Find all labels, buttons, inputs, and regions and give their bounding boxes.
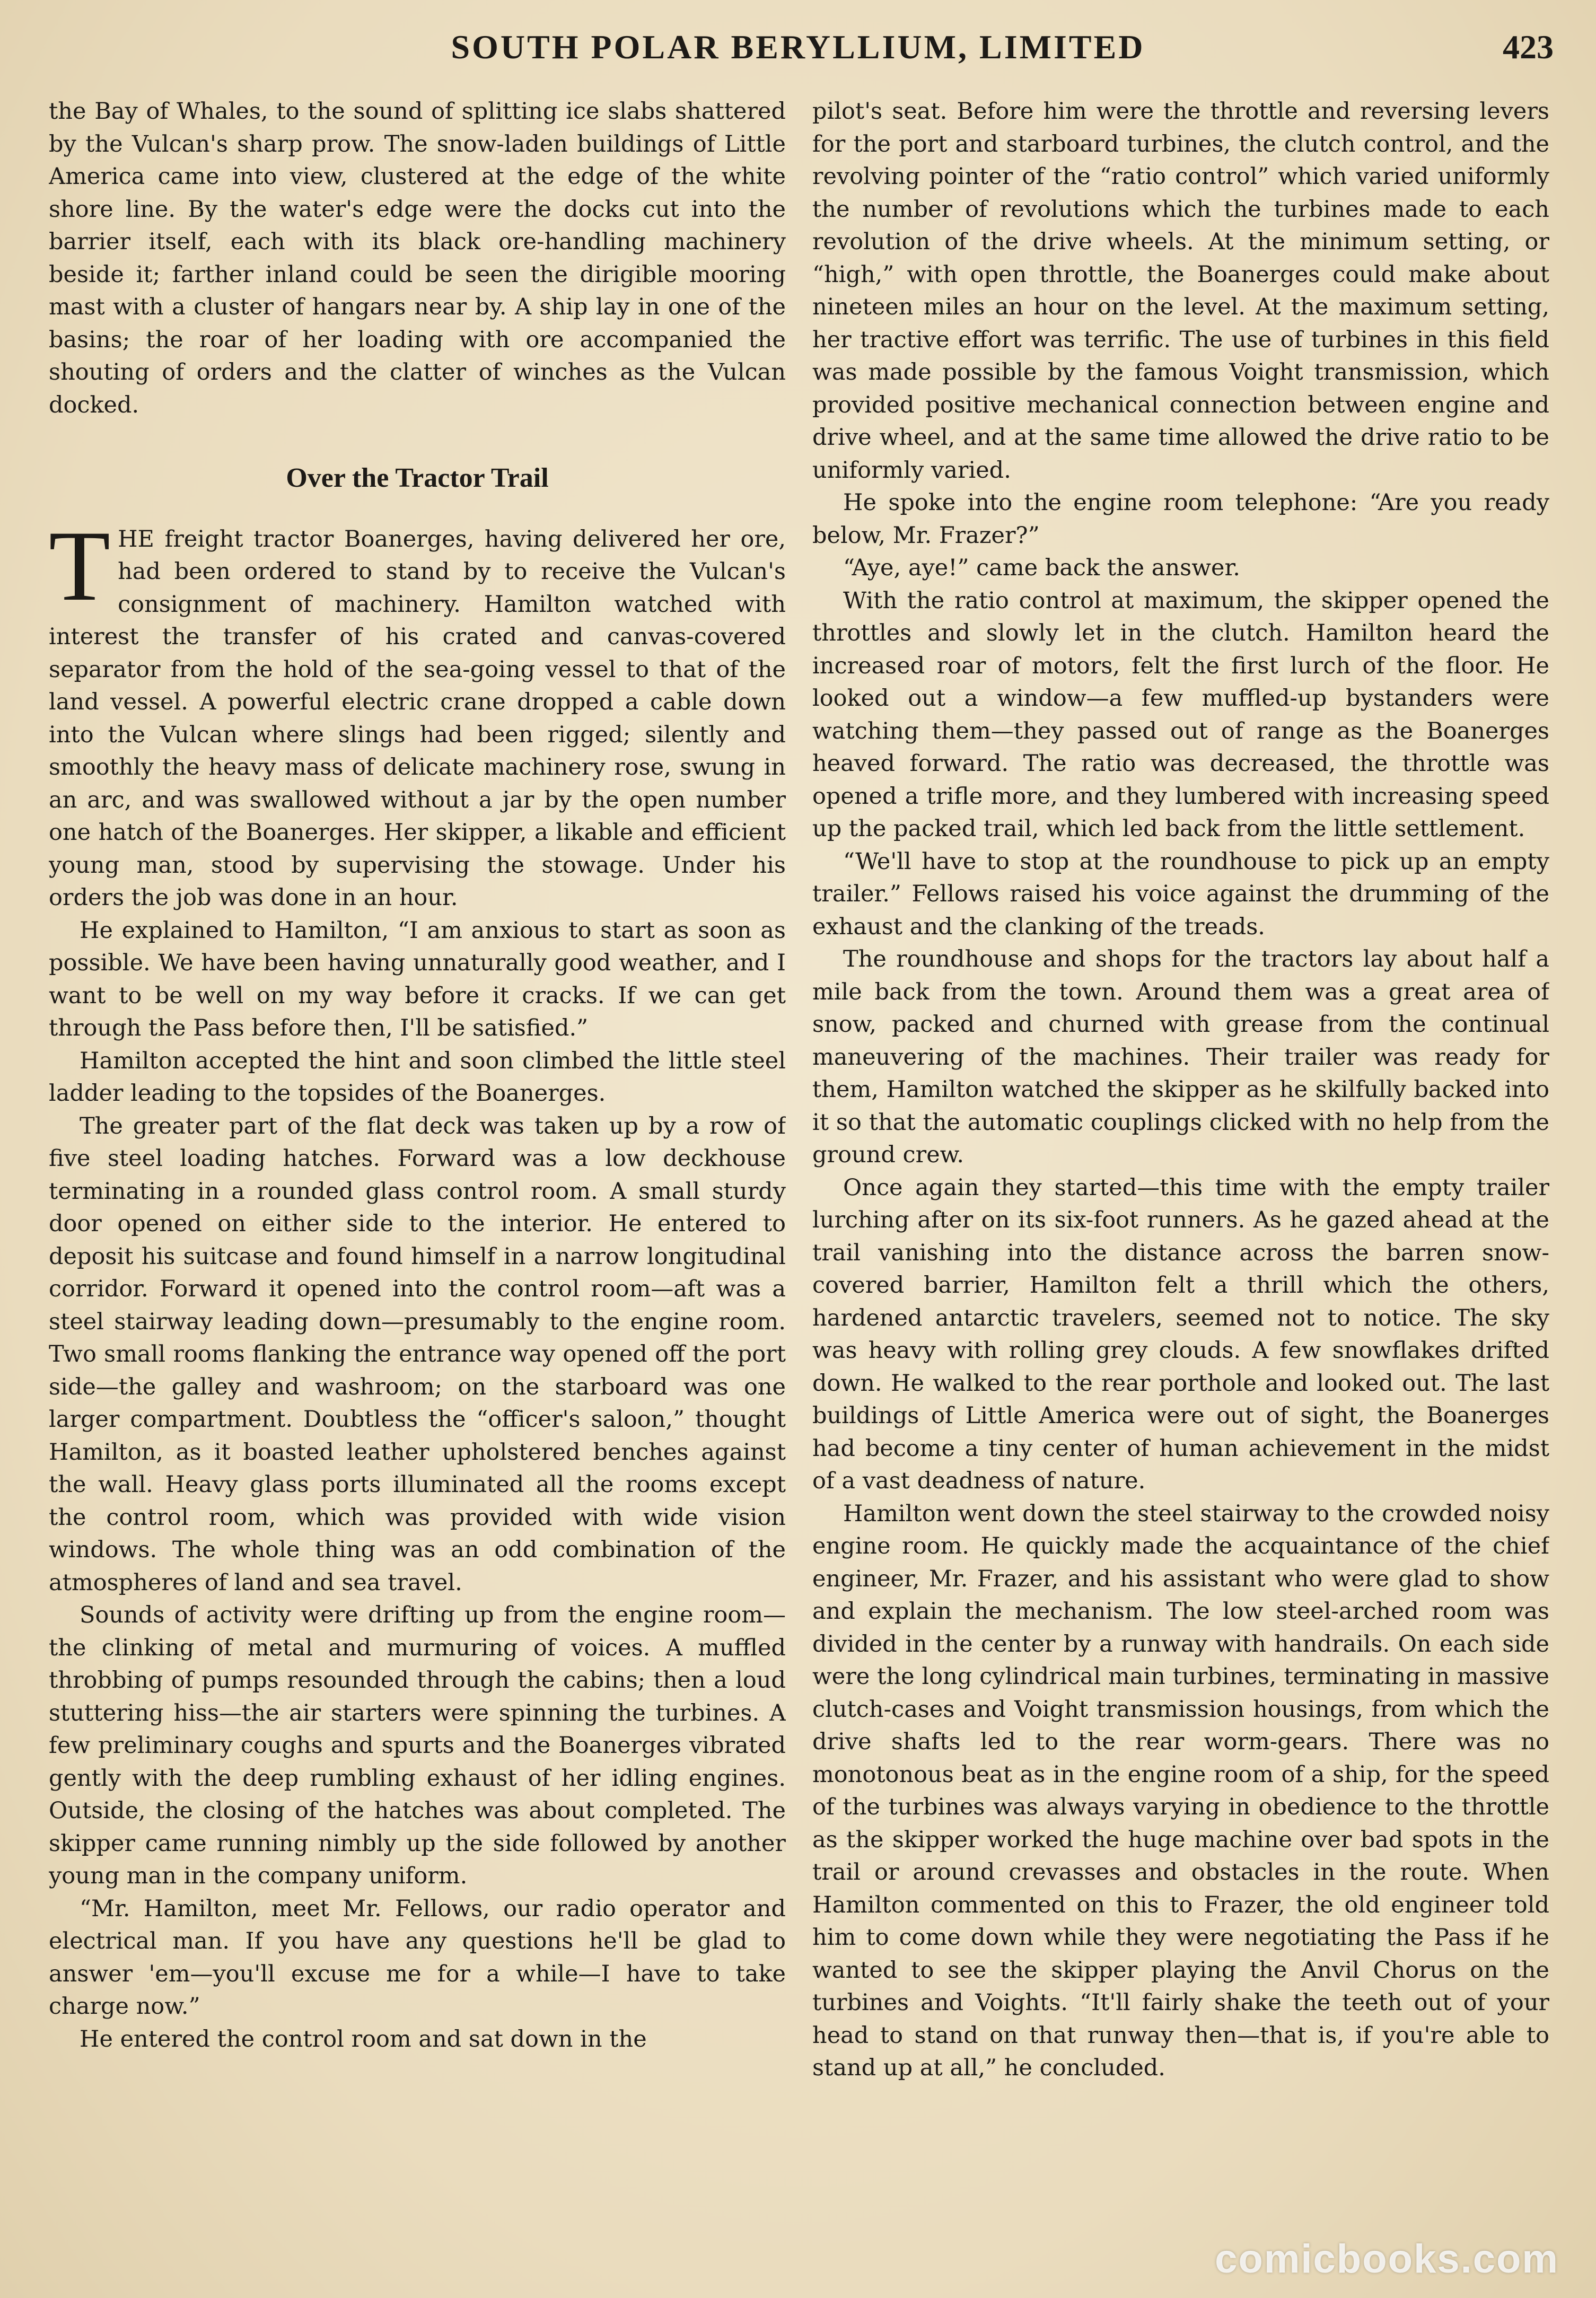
paragraph: He spoke into the engine room telephone: “Are you ready below, Mr. Frazer?”: [812, 489, 1549, 549]
paragraph: The greater part of the flat deck was taken up by a row of five steel loading hatches. Forward was a low deckhouse terminating in a rounded glass control room. A small sturdy door opened on either side to the interior. He entered to deposit his suitcase and found himself in a narrow longitudinal corridor. Forward it opened into the control room—aft was a steel stairway leading down—presumably to the engine room. Two small rooms flanking the entrance way opened off the port side—the galley and washroom; on the starboard was one larger compartment. Doubtless the “officer's saloon,” thought Hamilton, as it boasted leather upholstered benches against the wall. Heavy glass ports illuminated all the rooms except the control room, which was provided with wide vision windows. The whole thing was an odd combination of the atmospheres of land and sea travel.: [49, 1112, 786, 1596]
paragraph-dropcap: [49, 510, 786, 915]
paragraph: He entered the control room and sat down in the: [80, 2025, 647, 2053]
left-column: [49, 95, 786, 2248]
paragraph: “Aye, aye!” came back the answer.: [843, 555, 1240, 581]
drop-cap-letter: T: [49, 510, 111, 622]
paragraph: The roundhouse and shops for the tractors lay about half a mile back from the town. Around them was a great area of snow, packed and churned with grease from the continual maneuvering of the machines. Their trailer was ready for them, Hamilton watched the skipper as he skilfully backed into it so that the automatic couplings clicked with no help from the ground crew.: [812, 946, 1549, 1168]
paragraph: Sounds of activity were drifting up from the engine room—the clinking of metal and murmuring of voices. A muffled throbbing of pumps resounded through the cabins; then a loud stuttering hiss—the air starters were spinning the turbines. A few preliminary coughs and spurts and the Boanerges vibrated gently with the deep rumbling exhaust of her idling engines. Outside, the closing of the hatches was about completed. The skipper came running nimbly up the side followed by another young man in the company uniform.: [49, 1602, 786, 1889]
text-columns: [49, 95, 1549, 2248]
paragraph: “Mr. Hamilton, meet Mr. Fellows, our radio operator and electrical man. If you have any questions he'll be glad to answer 'em—you'll excuse me for a while—I have to take charge now.”: [49, 1895, 786, 2020]
site-watermark: comicbooks.com: [1215, 2236, 1559, 2282]
paragraph: With the ratio control at maximum, the skipper opened the throttles and slowly let in the clutch. Hamilton heard the increased roar of motors, felt the first lurch of the floor. He looked out a window—a few muffled-up bystanders were watching them—they passed out of range as the Boanerges heaved forward. The ratio was decreased, the throttle was opened a trifle more, and they lumbered with increasing speed up the packed trail, which led back from the little settlement.: [812, 587, 1549, 842]
paragraph: pilot's seat. Before him were the throttle and reversing levers for the port and starboard turbines, the clutch control, and the revolving pointer of the “ratio control” which varied uniformly the number of revolutions which the turbines made to each revolution of the drive wheels. At the minimum setting, or “high,” with open throttle, the Boanerges could make about nineteen miles an hour on the level. At the maximum setting, her tractive effort was terrific. The use of turbines in this field was made possible by the famous Voight transmission, which provided positive mechanical connection between engine and drive wheel, and at the same time allowed the drive ratio to be uniformly varied.: [812, 98, 1549, 484]
running-title: SOUTH POLAR BERYLLIUM, LIMITED: [451, 28, 1145, 66]
paragraph: Hamilton accepted the hint and soon climbed the little steel ladder leading to the topsides of the Boanerges.: [49, 1047, 786, 1107]
paragraph: Hamilton went down the steel stairway to the crowded noisy engine room. He quickly made the acquaintance of the chief engineer, Mr. Frazer, and his assistant who were glad to show and explain the mechanism. The low steel-arched room was divided in the center by a runway with handrails. On each side were the long cylindrical main turbines, terminating in massive clutch-cases and Voight transmission housings, from which the drive shafts led to the rear worm-gears. There was no monotonous beat as in the engine room of a ship, for the speed of the turbines was always varying in obedience to the throttle as the skipper worked the huge machine over bad spots in the trail or around crevasses and obstacles in the route. When Hamilton commented on this to Frazer, the old engineer told him to come down while they were negotiating the Pass if he wanted to see the skipper playing the Anvil Chorus on the turbines and Voights. “It'll fairly shake the teeth out of your head to stand on that runway then—that is, if you're able to stand up at all,” he concluded.: [812, 1500, 1549, 2081]
paragraph: Once again they started—this time with the empty trailer lurching after on its six-foot runners. As he gazed ahead at the trail vanishing into the distance across the barren snow-covered barrier, Hamilton felt a thrill which the others, hardened antarctic travelers, seemed not to notice. The sky was heavy with rolling grey clouds. A few snowflakes drifted down. He walked to the rear porthole and looked out. The last buildings of Little America were out of sight, the Boanerges had become a tiny center of human achievement in the midst of a vast deadness of nature.: [812, 1174, 1549, 1494]
paragraph: He explained to Hamilton, “I am anxious to start as soon as possible. We have been having unnaturally good weather, and I want to be well on my way before it cracks. If we can get through the Pass before then, I'll be satisfied.”: [49, 917, 786, 1041]
paragraph: “We'll have to stop at the roundhouse to pick up an empty trailer.” Fellows raised his voice against the drumming of the exhaust and the clanking of the treads.: [812, 848, 1549, 940]
section-heading: Over the Tractor Trail: [286, 463, 549, 493]
right-column: [812, 95, 1549, 2248]
page-number: 423: [1503, 28, 1554, 66]
paragraph: the Bay of Whales, to the sound of splitting ice slabs shattered by the Vulcan's sharp prow. The snow-laden buildings of Little America came into view, clustered at the edge of the white shore line. By the water's edge were the docks cut into the barrier itself, each with its black ore-handling machinery beside it; farther inland could be seen the dirigible mooring mast with a cluster of hangars near by. A ship lay in one of the basins; the roar of her loading with ore accompanied the shouting of orders and the clatter of winches as the Vulcan docked.: [49, 98, 786, 418]
page-header: [42, 28, 1554, 75]
paragraph-text: HE freight tractor Boanerges, having delivered her ore, had been ordered to stand by to receive the Vulcan's consignment of machinery. Hamilton watched with interest the transfer of his crated and canvas-covered separator from the hold of the sea-going vessel to that of the land vessel. A powerful electric crane dropped a cable down into the Vulcan where slings had been rigged; silently and smoothly the heavy mass of delicate machinery rose, swung in an arc, and was swallowed without a jar by the open number one hatch of the Boanerges. Her skipper, a likable and efficient young man, stood by supervising the stowage. Under his orders the job was done in an hour.: [49, 525, 786, 911]
